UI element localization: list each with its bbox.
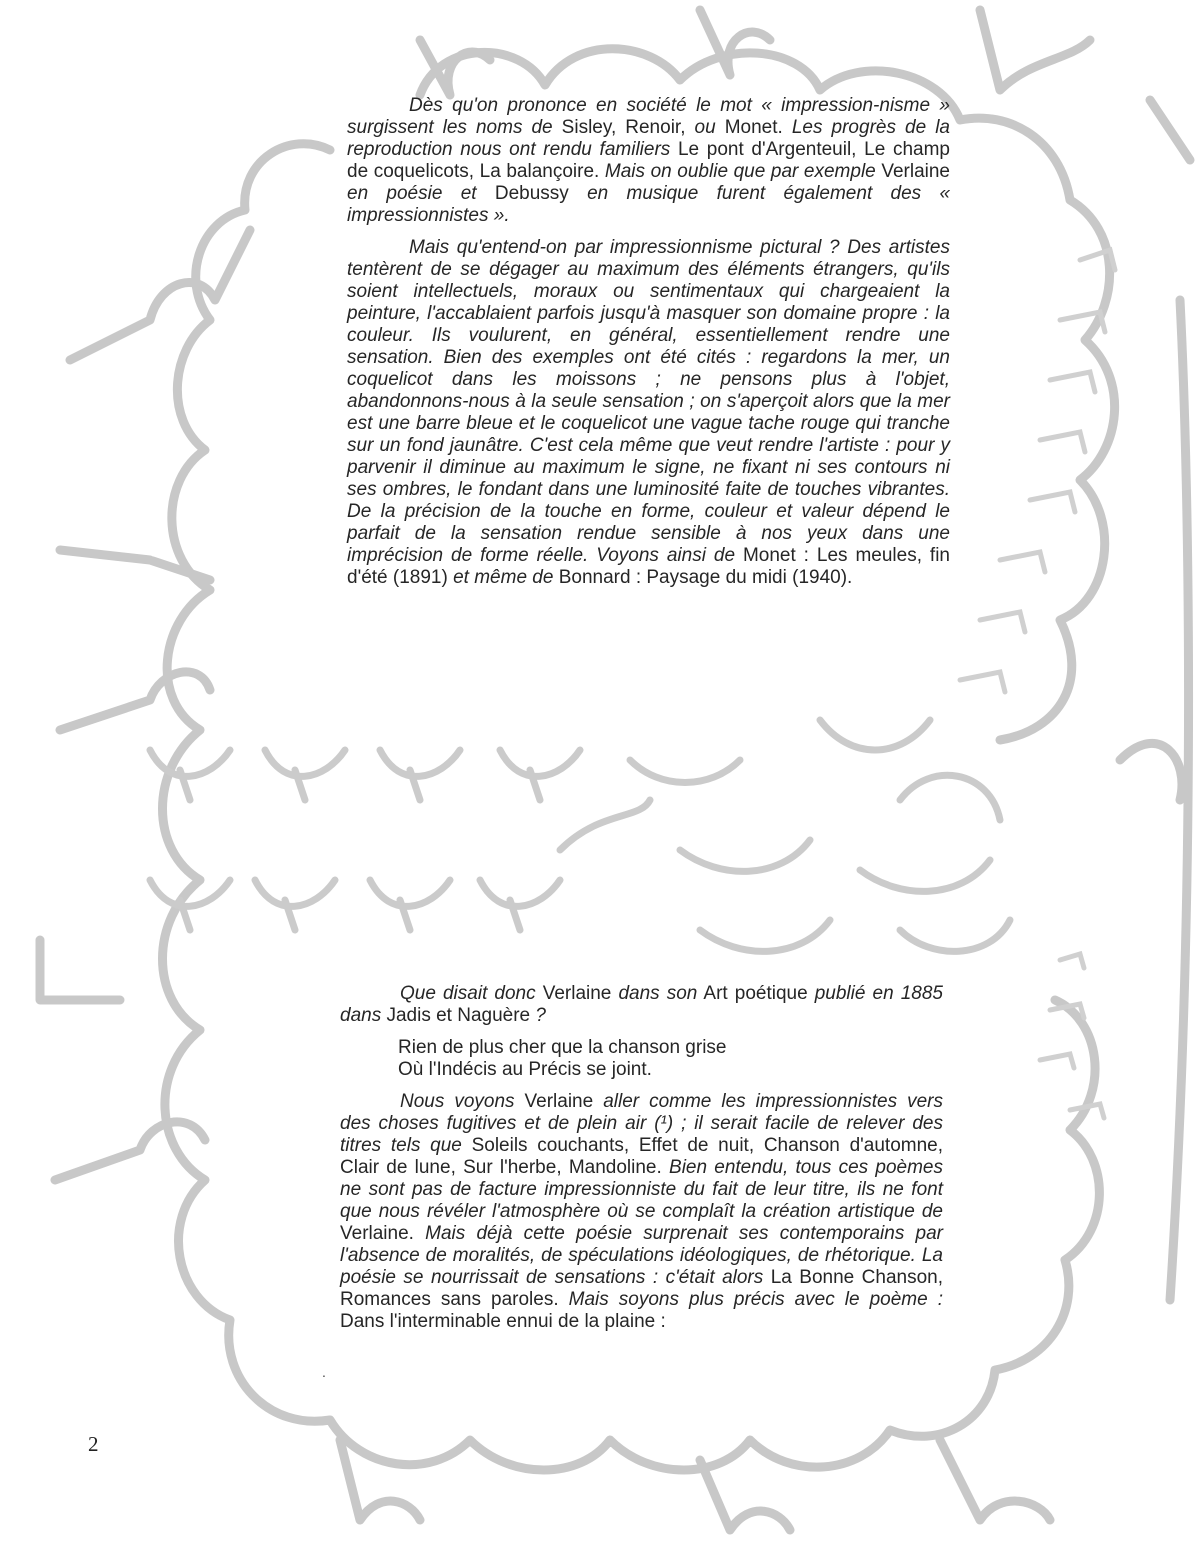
question-run: Jadis et Naguère [381,1005,536,1026]
analysis-run: aller comme les impressionnistes vers des choses fugitives et de plein air (¹) ; il serait facile de relever des titres tels que [340,1091,943,1156]
analysis-paragraph [340,1091,943,1333]
analysis-run: La Bonne Chanson, Romances sans paroles. [340,1267,943,1310]
intro-run: Sisley, Renoir, [552,117,695,138]
definition-run: Mais qu'entend-on par impressionnisme pictural ? Des artistes tentèrent de se dégager au maximum des éléments étrangers, qu'ils soient intellectuels, moraux ou sentimentaux qui chargeaient la peinture, l'accablaient parfois jusqu'à masquer son domaine propre : la couleur. Ils voulurent, en général, essentiellement rendre une sensation. Bien des exemples ont été cités : regardons la mer, un coquelicot dans les moissons ; ne pensons plus à l'objet, abandonnons-nous à la seule sensation ; on s'aperçoit alors que la mer est une barre bleue et le coquelicot une vague tache rouge qui tranche sur un fond jaunâtre. C'est cela même que veut rendre l'artiste : pour y parvenir il diminue au maximum le signe, ne fixant ni ses contours ni ses ombres, le fondant dans une luminosité faite de touches vibrantes. De la précision de la touche en forme, couleur et valeur dépend le parfait de la sensation rendue sensible à nos yeux dans une imprécision de forme réelle. Voyons ainsi de [347,237,950,566]
question-run: Que disait donc [400,983,536,1004]
intro-run: Monet. [715,117,792,138]
analysis-run: Mais déjà cette poésie surprenait ses contemporains par l'absence de moralités, de spéculations idéologiques, de rhétorique. La poésie se nourrissait de sensations : c'était alors [340,1223,943,1288]
analysis-run: Dans l'interminable ennui de la plaine : [340,1311,666,1332]
question-run: publié en 1885 dans [340,983,943,1026]
definition-run: Bonnard : [553,567,647,588]
definition-run: Paysage du midi (1940). [646,567,853,588]
intro-run: Verlaine [875,161,950,182]
question-paragraph [340,983,943,1027]
verlaine-text-block [340,983,943,1343]
intro-run: en musique furent également des « impressionnistes ». [347,183,951,226]
verse-line: Rien de plus cher que la chanson grise [398,1037,727,1058]
intro-run: Mais on oublie que par exemple [604,161,876,182]
intro-paragraph [347,95,950,227]
margin-dot: . [322,1364,326,1380]
page-number: 2 [88,1432,99,1456]
intro-run: Les progrès de la reproduction nous ont rendu familiers [347,117,950,160]
intro-run: ou [694,117,716,138]
analysis-run: Verlaine. [340,1223,426,1244]
question-run: ? [535,1005,546,1026]
analysis-run: Mais soyons plus précis avec le poème : [568,1289,943,1310]
question-run: dans son [618,983,698,1004]
analysis-run: Bien entendu, tous ces poèmes ne sont pas de facture impressionniste du fait de leur titre, ils ne font que nous révéler l'atmosphère où se complaît la création artistique de [340,1157,943,1222]
definition-run: et même de [453,567,554,588]
analysis-run: Verlaine [514,1091,604,1112]
intro-run: Le pont d'Argenteuil, Le champ de coquelicots, La balançoire. [347,139,950,182]
definition-paragraph [347,237,950,589]
verse-quote [398,1037,943,1081]
question-run: Verlaine [535,983,619,1004]
intro-run: en poésie et [347,183,477,204]
analysis-run: Nous voyons [400,1091,515,1112]
intro-run: Debussy [476,183,588,204]
intro-text-block [347,95,950,599]
question-run: Art poétique [697,983,815,1004]
intro-run: Dès qu'on prononce en société le mot « impression-nisme » surgissent les noms de [347,95,950,138]
definition-run: Les meules, fin d'été (1891) [347,545,950,588]
analysis-run: Soleils couchants, Effet de nuit, Chanson d'automne, Clair de lune, Sur l'herbe, Mandoline. [340,1135,943,1178]
verse-line: Où l'Indécis au Précis se joint. [398,1059,652,1080]
definition-run: Monet : [735,545,817,566]
